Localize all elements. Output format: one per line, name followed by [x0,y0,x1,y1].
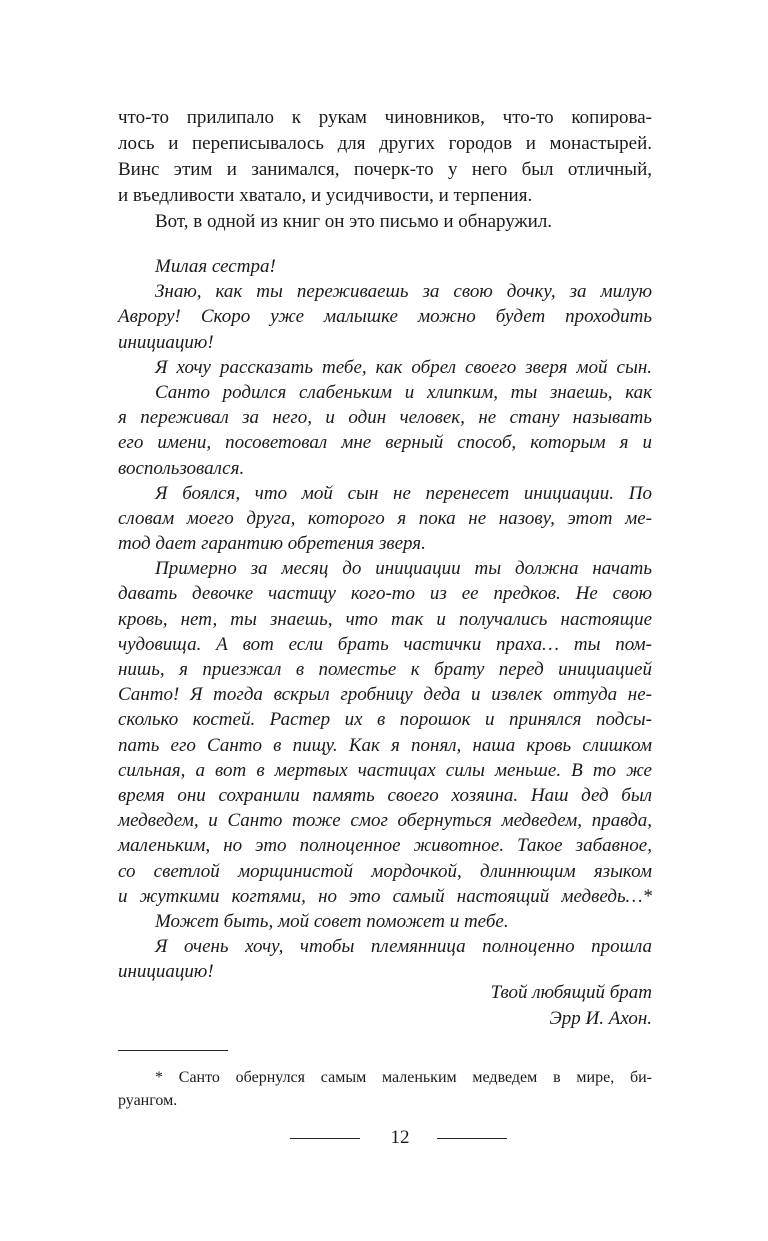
letter-line: словам моего друга, которого я пока не назову, этот ме- [118,507,652,529]
letter-line: Милая сестра! [155,256,276,277]
letter-line: Аврору! Скоро уже малышке можно будет проходить [118,306,652,328]
letter-signature [118,980,652,1032]
body-text [118,105,652,235]
footnote-rule [118,1050,228,1051]
letter-line: Я хочу рассказать тебе, как обрел своего зверя мой сын. [155,356,652,378]
letter-line: Знаю, как ты переживаешь за свою дочку, за милую [155,281,652,303]
letter-line: со светлой морщинистой мордочкой, длиннющим языком [118,860,652,882]
page-footer [0,1124,768,1152]
signature-name: Эрр И. Ахон. [549,1008,652,1029]
footnote [118,1066,652,1112]
text-line: что-то прилипало к рукам чиновников, что-то копирова- [118,107,652,128]
letter-text [118,254,652,984]
text-line: и въедливости хватало, и усидчивости, и терпения. [118,185,533,206]
letter-line: сильная, а вот в мертвых частицах силы меньше. В то же [118,759,652,781]
letter-line: Санто родился слабеньким и хлипким, ты знаешь, как [155,381,652,403]
letter-line: маленьким, но это полноценное животное. Такое забавное, [118,835,652,857]
letter-line: и жуткими когтями, но это самый настоящий медведь…* [118,885,652,907]
letter-line: Может быть, мой совет поможет и тебе. [155,910,509,932]
letter-line: чудовища. А вот если брать частички праха… ты пом- [118,633,652,655]
letter-line: Санто! Я тогда вскрыл гробницу деда и извлек оттуда не- [118,684,652,706]
letter-line: воспользовался. [118,457,245,479]
letter-line: Я очень хочу, чтобы племянница полноценно прошла [155,936,652,958]
text-line: лось и переписывалось для других городов и монастырей. [118,133,652,154]
text-line: Вот, в одной из книг он это письмо и обнаружил. [155,211,553,232]
footnote-line: руангом. [118,1092,178,1109]
letter-line: давать девочке частицу кого-то из ее предков. Не свою [118,583,652,605]
letter-line: медведем, и Санто тоже смог обернуться медведем, правда, [118,810,652,832]
page-number-rule-left [290,1138,360,1139]
letter-line: пать его Санто в пищу. Как я понял, наша кровь слишком [118,734,652,756]
letter-line: Примерно за месяц до инициации ты должна начать [155,558,652,580]
letter-line: тод дает гарантию обретения зверя. [118,533,426,555]
footnote-line: * Санто обернулся самым маленьким медведем в мире, би- [155,1069,652,1086]
letter-line: я переживал за него, и один человек, не стану называть [118,407,652,429]
letter-line: сколько костей. Растер их в порошок и принялся подсы- [118,709,652,731]
letter-line: нишь, я приезжал в поместье к брату перед инициацией [118,659,652,680]
letter-line: инициацию! [118,961,214,983]
signature-line: Твой любящий брат [490,982,652,1003]
letter-line: время они сохранили память своего хозяина. Наш дед был [118,784,652,806]
letter-line: инициацию! [118,331,214,353]
page-number: 12 [390,1127,410,1148]
letter-line: кровь, нет, ты знаешь, что так и получались настоящие [118,608,652,630]
text-line: Винс этим и занимался, почерк-то у него был отличный, [118,159,652,180]
letter-line: Я боялся, что мой сын не перенесет инициации. По [155,482,652,504]
letter-line: его имени, посоветовал мне верный способ, которым я и [118,432,652,454]
page-number-rule-right [437,1138,507,1139]
